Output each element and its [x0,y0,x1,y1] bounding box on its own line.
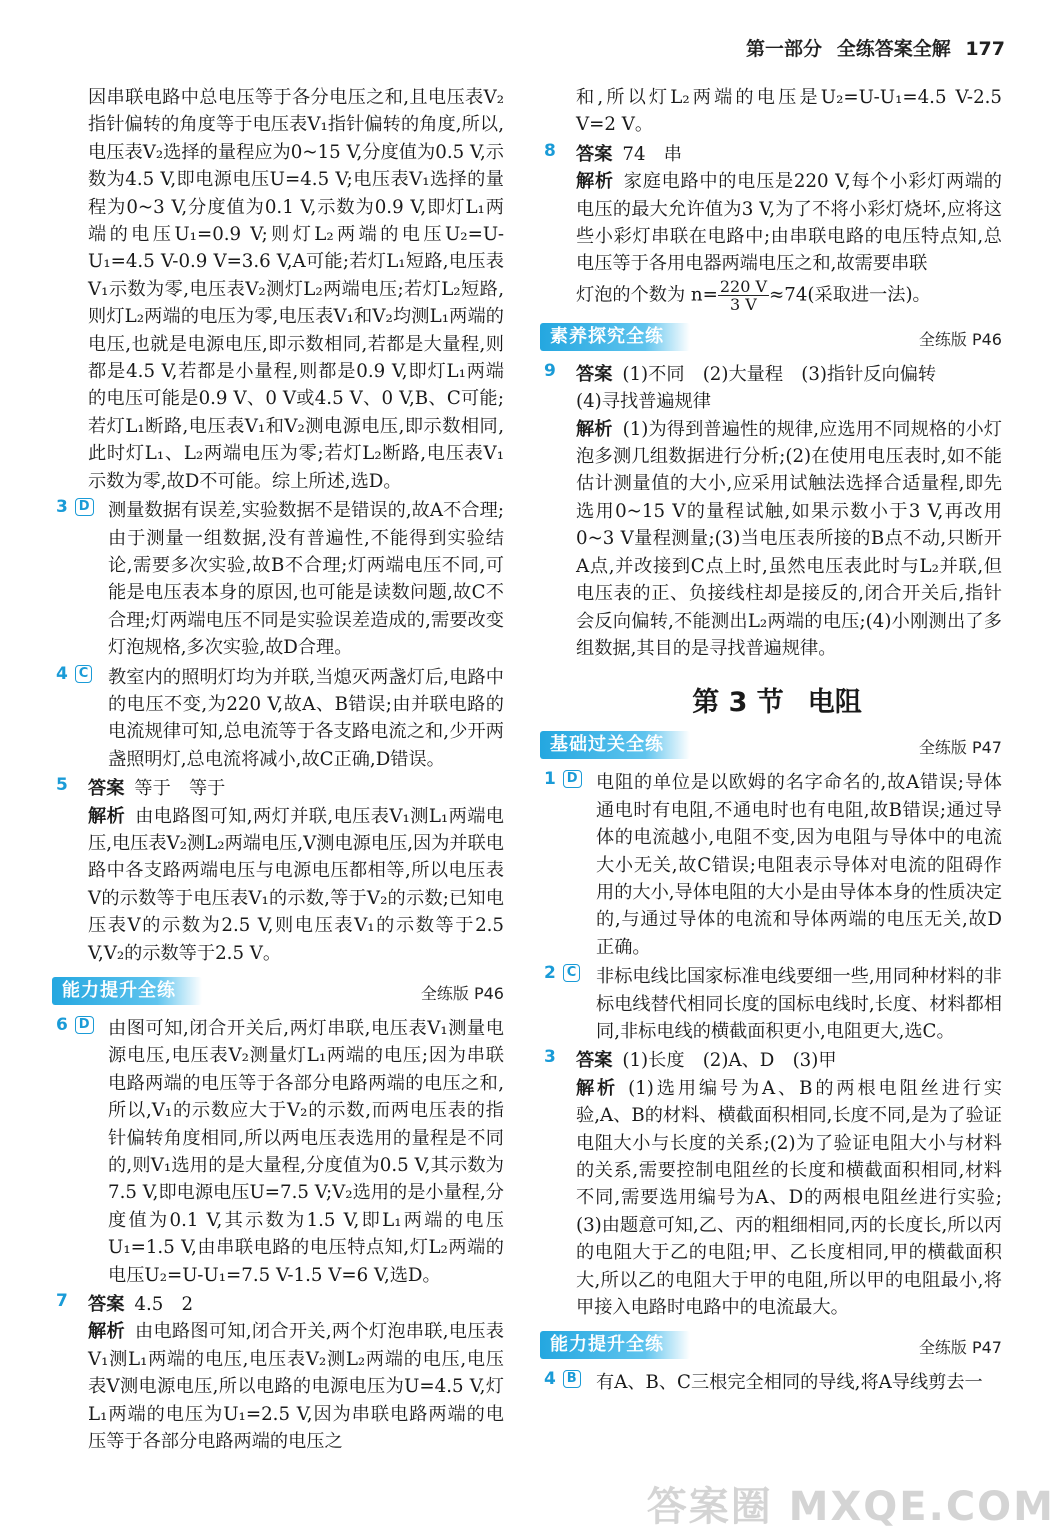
question-4 [56,663,504,774]
section-question-2 [544,963,1002,1045]
question-number: 9 [544,360,556,381]
page-header [738,34,1005,61]
analysis-label: 解析 [88,805,126,827]
literacy-banner [540,321,1002,355]
banner-tag: 能力提升全练 [540,1331,690,1359]
answer-text: 74 串 [622,143,682,165]
question-number: 7 [56,1291,68,1312]
part-label: 第一部分 [746,38,823,60]
question-3 [56,497,504,661]
watermark-logo: 答案圈 MXQE.COM [646,1484,1055,1530]
q2-continued-text: 因串联电路中总电压等于各分电压之和,且电压表V₂指针偏转的角度等于电压表V₁指针偏转的角度,所以,电压表V₂选择的量程应为0~15 V,分度值为0.5 V,示数为4.5 V,即电源电压U=4.5 V;电压表V₁选择的量程为0~3 V,分度值为0.1 V,示数为0.9 V,即灯L₁两端的电压U₁=0.9 V;则灯L₂两端的电压U₂=U-U₁=4.5 V-0.9 V=3.6 V,A可能;若灯L₁短路,电压表V₁示数为零,电压表V₂测灯L₂两端电压;若灯L₂短路,则灯L₂两端的电压为零,电压表V₁和V₂均测L₁两端的电压,也就是电源电压,即示数相同,若都是大量程,则都是4.5 V,若都是小量程,则都是0.9 V,即灯L₁两端的电压可能是0.9 V、0 V或4.5 V、0 V,B、C可能;若灯L₁断路,电压表V₁和V₂测电源电压,即示数相同,此时灯L₁、L₂两端电压为零;若灯L₂断路,电压表V₁示数为零,故D不可能。综上所述,选D。 [88,87,504,492]
ability-banner [52,975,504,1009]
section-title [552,680,1002,719]
formula-prefix: 灯泡的个数为 n= [576,284,718,306]
answer-text-2: (4)寻找普遍规律 [576,391,711,413]
answer-badge: D [563,770,582,788]
answer-badge: B [563,1370,581,1388]
question-text: 由图可知,闭合开关后,两灯串联,电压表V₁测量电源电压,电压表V₂测量灯L₁两端的电压;因为串联电路两端的电压等于各部分电路两端的电压之和,所以,V₁的示数应大于V₂的示数,而两电压表的指针偏转角度相同,所以两电压表选用的量程是不同的,则V₁选用的是大量程,分度值为0.5 V,其示数为7.5 V,即电源电压U=7.5 V;V₂选用的是小量程,分度值为0.1 V,其示数为1.5 V,即L₁两端的电压U₁=1.5 V,由串联电路的电压特点知,灯L₂两端的电压U₂=U-U₁=7.5 V-1.5 V=6 V,选D。 [108,1018,504,1286]
analysis-label: 解析 [576,418,613,440]
right-column [544,84,1002,1397]
answer-text: 4.5 2 [134,1294,194,1316]
question-number: 2 C [544,963,580,983]
section-number: 第 3 节 [692,687,784,719]
banner-ref: 全练版 P47 [918,1338,1002,1358]
basic-banner [540,729,1002,763]
answer-badge: D [75,1016,94,1034]
banner-ref: 全练版 P47 [918,738,1002,758]
analysis-text: 由电路图可知,两灯并联,电压表V₁测L₁两端电压,电压表V₂测L₂两端电压,V测电源电压,因为并联电路中各支路两端电压与电源电压都相等,所以电压表V的示数等于电压表V₁的示数,等于V₂的示数;已知电压表V的示数为2.5 V,则电压表V₁的示数等于2.5 V,V₂的示数等于2.5 V。 [88,805,504,964]
ability-banner-2 [540,1329,1002,1363]
question-number: 4 C [56,664,92,684]
section-question-3 [544,1047,1002,1321]
question-number: 3 D [56,497,94,517]
analysis-text: (1)选用编号为A、B的两根电阻丝进行实验,A、B的材料、横截面积相同,长度不同,是为了验证电阻大小与长度的关系;(2)为了验证电阻大小与材料的关系,需要控制电阻丝的长度和横截面积相同,材料不同,需要选用编号为A、D的两根电阻丝进行实验;(3)由题意可知,乙、丙的粗细相同,丙的长度长,所以丙的电阻大于乙的电阻;甲、乙长度相同,甲的横截面积大,所以乙的电阻大于甲的电阻,所以甲的电阻最小,将甲接入电路时电路中的电流最大。 [576,1077,1002,1319]
answer-text: (1)不同 (2)大量程 (3)指针反向偏转 [622,363,937,385]
question-number: 8 [544,140,556,161]
question-text: 有A、B、C三根完全相同的导线,将A导线剪去一 [596,1372,983,1394]
question-number: 3 [544,1047,556,1068]
section-name: 电阻 [807,687,862,719]
banner-tag: 素养探究全练 [540,323,690,351]
question-8 [544,140,1002,314]
q7-continued-text: 和,所以灯L₂两端的电压是U₂=U-U₁=4.5 V-2.5 V=2 V。 [576,87,1002,136]
section-question-4 [544,1369,1002,1396]
banner-ref: 全练版 P46 [420,984,504,1003]
question-text: 教室内的照明灯均为并联,当熄灭两盏灯后,电路中的电压不变,为220 V,故A、B错误;由并联电路的电流规律可知,总电流等于各支路电流之和,少开两盏照明灯,总电流将减小,故C正确,D错误。 [108,666,504,770]
page-number: 177 [965,38,1005,60]
question-number: 6 D [56,1015,94,1035]
question-number: 1 D [544,769,582,789]
question-5 [56,775,504,967]
question-text: 测量数据有误差,实验数据不是错误的,故A不合理;由于测量一组数据,没有普遍性,不能得到实验结论,需要多次实验,故B不合理;灯两端电压不同,可能是电压表本身的原因,也可能是读数问题,故C不合理;灯两端电压不同是实验误差造成的,需要改变灯泡规格,多次实验,故D合理。 [108,500,504,659]
banner-ref: 全练版 P46 [918,329,1002,349]
question-7 [56,1291,504,1455]
answer-label: 答案 [576,143,613,165]
analysis-label: 解析 [576,1077,619,1099]
answer-label: 答案 [576,1050,613,1072]
answer-badge: D [75,498,94,516]
fraction [718,278,769,313]
formula-line [552,278,1002,313]
analysis-label: 解析 [88,1321,125,1343]
analysis-label: 解析 [576,171,614,193]
fraction-denominator: 3 V [730,294,757,314]
formula-suffix: ≈74(采取进一法)。 [769,284,931,306]
banner-tag: 基础过关全练 [540,731,690,759]
section-question-1 [544,769,1002,961]
answer-label: 答案 [88,1294,125,1316]
analysis-text: 家庭电路中的电压是220 V,每个小彩灯两端的电压的最大允许值为3 V,为了不将小彩灯烧坏,应将这些小彩灯串联在电路中;由串联电路的电压特点知,总电压等于各用电器两端电压之和,故需要串联 [576,171,1002,275]
left-column [56,84,504,1456]
answer-badge: C [75,665,93,683]
answer-text: (1)长度 (2)A、D (3)甲 [622,1050,837,1072]
answer-label: 答案 [576,363,613,385]
question-9 [544,360,1002,662]
banner-tag: 能力提升全练 [52,977,202,1005]
answer-text: 等于 等于 [134,778,226,800]
question-text: 非标电线比国家标准电线要细一些,用同种材料的非标电线替代相同长度的国标电线时,长度、材料都相同,非标电线的横截面积更小,电阻更大,选C。 [596,966,1002,1042]
question-number: 4 B [544,1369,581,1389]
question-number: 5 [56,775,68,796]
header-title: 全练答案全解 [836,38,951,60]
answer-label: 答案 [88,778,125,800]
question-text: 电阻的单位是以欧姆的名字命名的,故A错误;导体通电时有电阻,不通电时也有电阻,故B错误;通过导体的电流越小,电阻不变,因为电阻与导体中的电流大小无关,故C错误;电阻表示导体对电流的阻碍作用的大小,导体电阻的大小是由导体本身的性质决定的,与通过导体的电流和导体两端的电压无关,故D正确。 [596,772,1002,958]
analysis-text: (1)为得到普遍性的规律,应选用不同规格的小灯泡多测几组数据进行分析;(2)在使用电压表时,如不能估计测量值的大小,应采用试触法选择合适量程,即先选用0~15 V的量程试触,如果示数小于3 V,再改用0~3 V量程测量;(3)当电压表所接的B点不动,只断开A点,并改接到C点上时,虽然电压表此时与L₂并联,但电压表的正、负接线柱却是接反的,闭合开关后,指针会反向偏转,不能测出L₂两端的电压;(4)小刚测出了多组数据,其目的是寻找普遍规律。 [576,418,1002,659]
question-6 [56,1015,504,1289]
analysis-text: 由电路图可知,闭合开关,两个灯泡串联,电压表V₁测L₁两端的电压,电压表V₂测L₂两端的电压,电压表V测电源电压,所以电路的电源电压为U=4.5 V,灯L₁两端的电压为U₁=2.5 V,因为串联电路两端的电压等于各部分电路两端的电压之 [88,1321,504,1453]
answer-badge: C [563,964,581,982]
fraction-numerator: 220 V [719,276,768,296]
